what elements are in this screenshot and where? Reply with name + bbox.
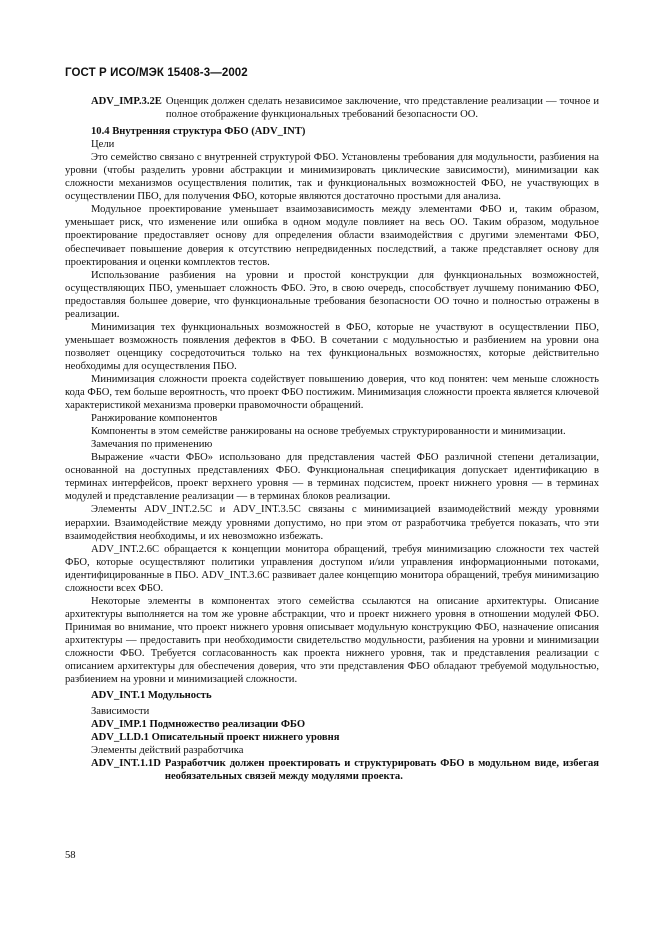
requirement-adv-imp-3-2e	[91, 95, 599, 121]
requirement-code: ADV_INT.1.1D	[91, 758, 161, 770]
notes-paragraph: ADV_INT.2.6C обращается к концепции монитора обращений, требуя минимизацию сложности тех частей ФБО, которые осуществляют политики управления доступом и/или управления информационными потоками, идентифицированные в ПБО. ADV_INT.3.6C развивает далее концепцию монитора обращений, требуя минимизацию сложности всех ФБО.	[65, 543, 599, 594]
section-title: 10.4 Внутренняя структура ФБО (ADV_INT)	[91, 126, 306, 138]
developer-actions-label: Элементы действий разработчика	[91, 745, 244, 757]
goals-paragraph: Минимизация тех функциональных возможностей в ФБО, которые не участвуют в осуществлении ПБО, уменьшает возможность появления дефектов в ФБО. В сочетании с модульностью и разбиением на уровни она позволяет оценщику сосредоточиться только на тех функциональных возможностях, которые действительно необходимы для осуществления ПБО.	[65, 321, 599, 372]
notes-paragraph: Некоторые элементы в компонентах этого семейства ссылаются на описание архитектуры. Описание архитектуры выполняется на том же уровне абстракции, что и проект нижнего уровня в отношении модулей ФБО. Принимая во внимание, что проект нижнего уровня описывает модульную конструкцию ФБО, назначение описания архитектуры — предоставить при необходимости свидетельство модульности, разбиения на уровни и минимизации сложности ФБО. Требуется согласованность как проекта нижнего уровня, так и представления реализации с описанием архитектуры для обеспечения доверия, что эти представления ФБО обладают требуемой модульностью, разбиением на уровни и минимизацией сложности.	[65, 595, 599, 686]
page-content	[65, 95, 599, 786]
goals-paragraph: Это семейство связано с внутренней структурой ФБО. Установлены требования для модульности, разбиения на уровни (чтобы разделить уровни абстракции и минимизировать циклические зависимости), минимизации как сложности механизмов осуществления политик, так и функциональных возможностей ФБО, не участвующих в осуществлении ПБО, для получения ФБО, которые являются достаточно простыми для анализа.	[65, 152, 599, 203]
requirement-text: Оценщик должен сделать независимое заключение, что представление реализации — точное и полное отображение функциональных требований безопасности ОО.	[165, 96, 599, 121]
ranking-label: Ранжирование компонентов	[91, 413, 218, 425]
notes-label: Замечания по применению	[91, 439, 213, 451]
requirement-text: Разработчик должен проектировать и структурировать ФБО в модульном виде, избегая необязательных связей между модулями проекта.	[164, 758, 599, 783]
dependency-item: ADV_LLD.1 Описательный проект нижнего уровня	[91, 732, 340, 744]
ranking-paragraph: Компоненты в этом семействе ранжированы на основе требуемых структурированности и минимизации.	[91, 426, 566, 438]
notes-paragraph: Выражение «части ФБО» использовано для представления частей ФБО различной степени детализации, основанной на доступных представлениях ФБО. Функциональная спецификация допускает идентификацию в терминах интерфейсов, проект верхнего уровня — в терминах подсистем, проект нижнего уровня — в терминах модулей и представление реализации — в терминах блоков реализации.	[65, 452, 599, 503]
document-header: ГОСТ Р ИСО/МЭК 15408-3—2002	[65, 67, 248, 79]
dependencies-label: Зависимости	[91, 706, 150, 718]
goals-label: Цели	[91, 139, 115, 151]
page-number: 58	[65, 850, 76, 861]
goals-paragraph: Минимизация сложности проекта содействует повышению доверия, что код понятен: чем меньше сложность кода ФБО, тем больше вероятность, что проект ФБО постижим. Минимизация сложности проекта является ключевой характеристикой механизма проверки правомочности обращений.	[65, 373, 599, 412]
goals-paragraph: Использование разбиения на уровни и простой конструкции для функциональных возможностей, осуществляющих ПБО, уменьшает сложность ФБО. Это, в свою очередь, способствует лучшему пониманию ФБО, предоставляя большее доверие, что функциональные требования безопасности ОО точно и полностью отражены в реализации.	[65, 269, 599, 320]
dependency-item: ADV_IMP.1 Подмножество реализации ФБО	[91, 719, 306, 731]
notes-paragraph: Элементы ADV_INT.2.5C и ADV_INT.3.5C связаны с минимизацией взаимодействий между уровнями иерархии. Взаимодействие между уровнями допустимо, но при этом от разработчика требуется показать, что эти взаимодействия необходимы, и их невозможно избежать.	[65, 504, 599, 542]
requirement-code: ADV_IMP.3.2E	[91, 96, 162, 107]
goals-paragraph: Модульное проектирование уменьшает взаимозависимость между элементами ФБО и, таким образом, уменьшает риск, что изменение или ошибка в одном модуле повлияет на весь ОО. Таким образом, модульное проектирование предоставляет основу для определения области взаимодействия с другими элементами ФБО, обеспечивает повышение доверия к отсутствию непредвиденных последствий, а также представляет основу для проектирования и оценки комплектов тестов.	[65, 204, 599, 268]
requirement-adv-int-1-1d	[91, 757, 599, 783]
component-title: ADV_INT.1 Модульность	[91, 690, 212, 702]
